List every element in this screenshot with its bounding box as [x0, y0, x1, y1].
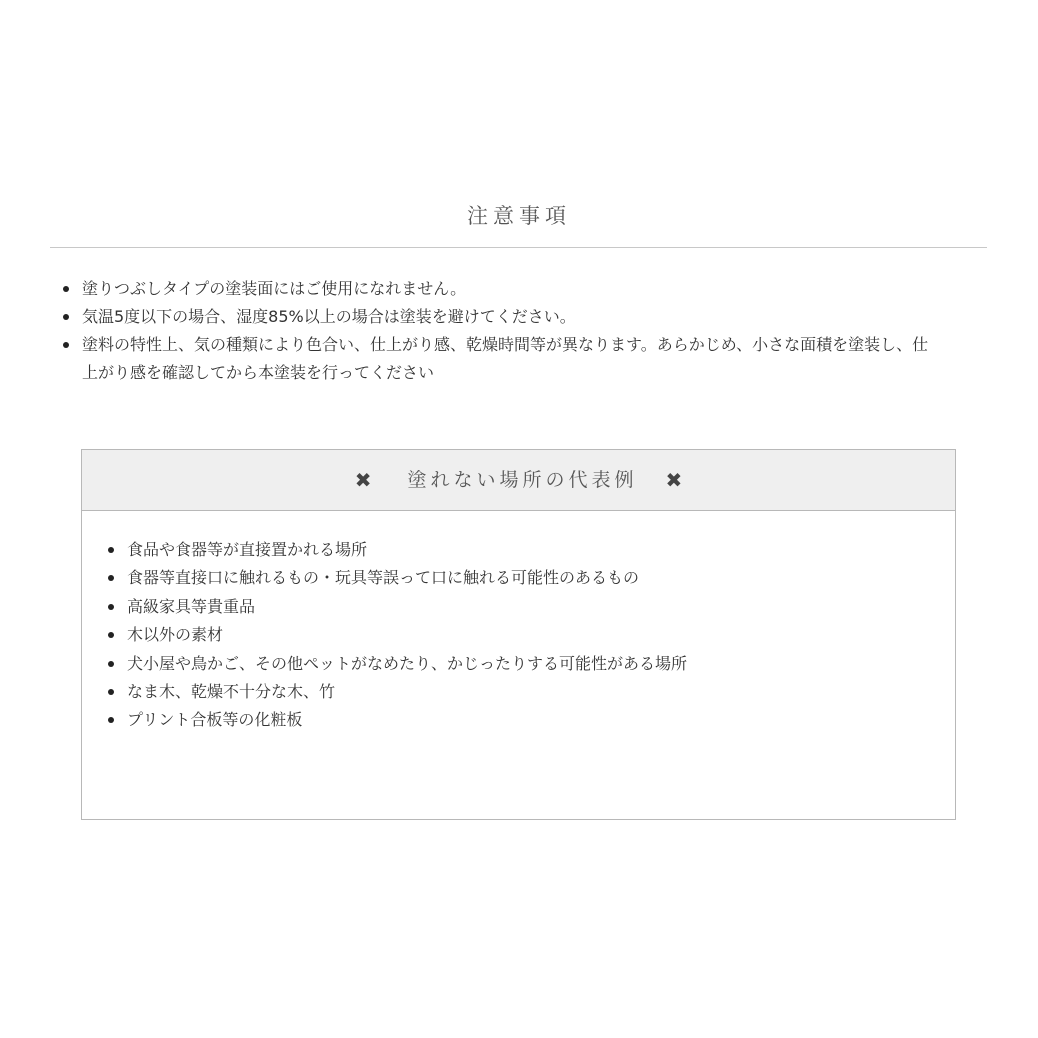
box-title: 塗れない場所の代表例: [407, 469, 638, 491]
list-item: プリント合板等の化粧板: [127, 706, 927, 734]
notes-list: [82, 275, 942, 387]
list-item: 塗料の特性上、気の種類により色合い、仕上がり感、乾燥時間等が異なります。あらかじめ、小さな面積を塗装し、仕上がり感を確認してから本塗装を行ってください: [82, 331, 942, 387]
list-item: 食品や食器等が直接置かれる場所: [127, 536, 927, 564]
cross-icon: ✖: [665, 468, 683, 492]
list-item: なま木、乾燥不十分な木、竹: [127, 678, 927, 706]
page-title: 注意事項: [467, 204, 571, 228]
list-item: 塗りつぶしタイプの塗装面にはご使用になれません。: [82, 275, 942, 303]
list-item: 高級家具等貴重品: [127, 593, 927, 621]
unpaintable-places-box: [81, 449, 956, 820]
title-divider: [50, 247, 987, 248]
list-item: 犬小屋や鳥かご、その他ペットがなめたり、かじったりする可能性がある場所: [127, 650, 927, 678]
list-item: 木以外の素材: [127, 621, 927, 649]
box-header: [82, 450, 955, 511]
list-item: 気温5度以下の場合、湿度85%以上の場合は塗装を避けてください。: [82, 303, 942, 331]
list-item: 食器等直接口に触れるもの・玩具等誤って口に触れる可能性のあるもの: [127, 564, 927, 592]
unpaintable-places-list: [127, 536, 927, 735]
cross-icon: ✖: [354, 468, 372, 492]
